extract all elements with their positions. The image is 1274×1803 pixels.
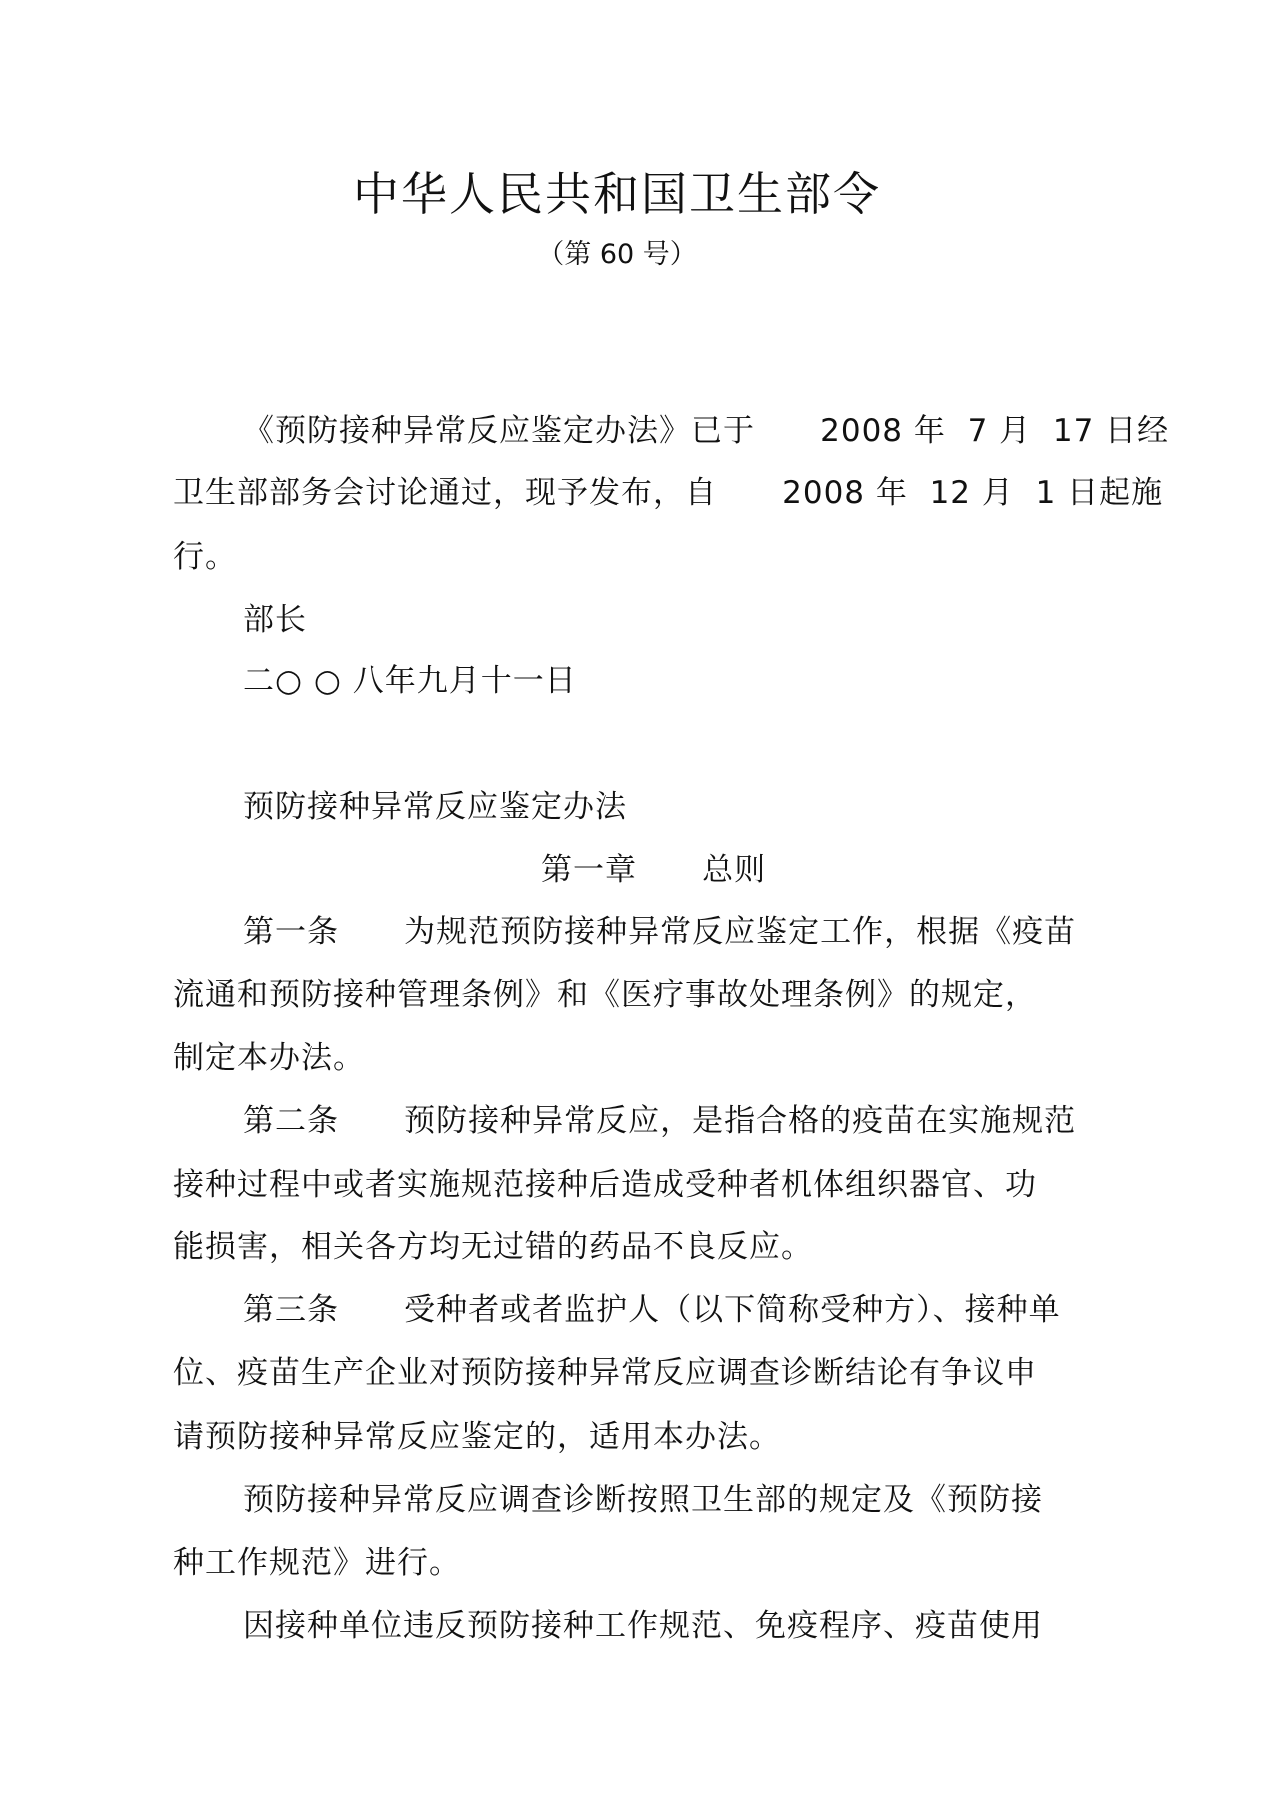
article-line: 因接种单位违反预防接种工作规范、免疫程序、疫苗使用	[243, 1608, 1043, 1644]
article-line: 第二条 预防接种异常反应，是指合格的疫苗在实施规范	[243, 1103, 1077, 1139]
regulation-title: 预防接种异常反应鉴定办法	[243, 789, 627, 825]
chapter-heading: 第一章 总则	[541, 852, 767, 888]
article-line: 接种过程中或者实施规范接种后造成受种者机体组织器官、功	[173, 1167, 1037, 1203]
article-line: 制定本办法。	[173, 1040, 365, 1076]
article-line: 流通和预防接种管理条例》和《医疗事故处理条例》的规定，	[173, 977, 1037, 1013]
article-line: 能损害，相关各方均无过错的药品不良反应。	[173, 1229, 813, 1265]
order-number: （第 60 号）	[537, 239, 697, 270]
article-line: 请预防接种异常反应鉴定的，适用本办法。	[173, 1419, 781, 1455]
preamble-line: 卫生部部务会讨论通过，现予发布，自 2008 年 12 月 1 日起施	[173, 475, 1164, 511]
article-line: 位、疫苗生产企业对预防接种异常反应调查诊断结论有争议申	[173, 1355, 1037, 1391]
article-line: 预防接种异常反应调查诊断按照卫生部的规定及《预防接	[243, 1482, 1043, 1518]
article-line: 第一条 为规范预防接种异常反应鉴定工作，根据《疫苗	[243, 914, 1077, 950]
sign-date: 二○ ○ 八年九月十一日	[243, 663, 577, 699]
document-title: 中华人民共和国卫生部令	[353, 167, 881, 221]
signatory: 部长	[243, 602, 307, 638]
preamble-line: 《预防接种异常反应鉴定办法》已于 2008 年 7 月 17 日经	[243, 413, 1170, 449]
preamble-line: 行。	[173, 539, 237, 575]
article-line: 第三条 受种者或者监护人（以下简称受种方）、接种单	[243, 1292, 1061, 1328]
article-line: 种工作规范》进行。	[173, 1545, 461, 1581]
